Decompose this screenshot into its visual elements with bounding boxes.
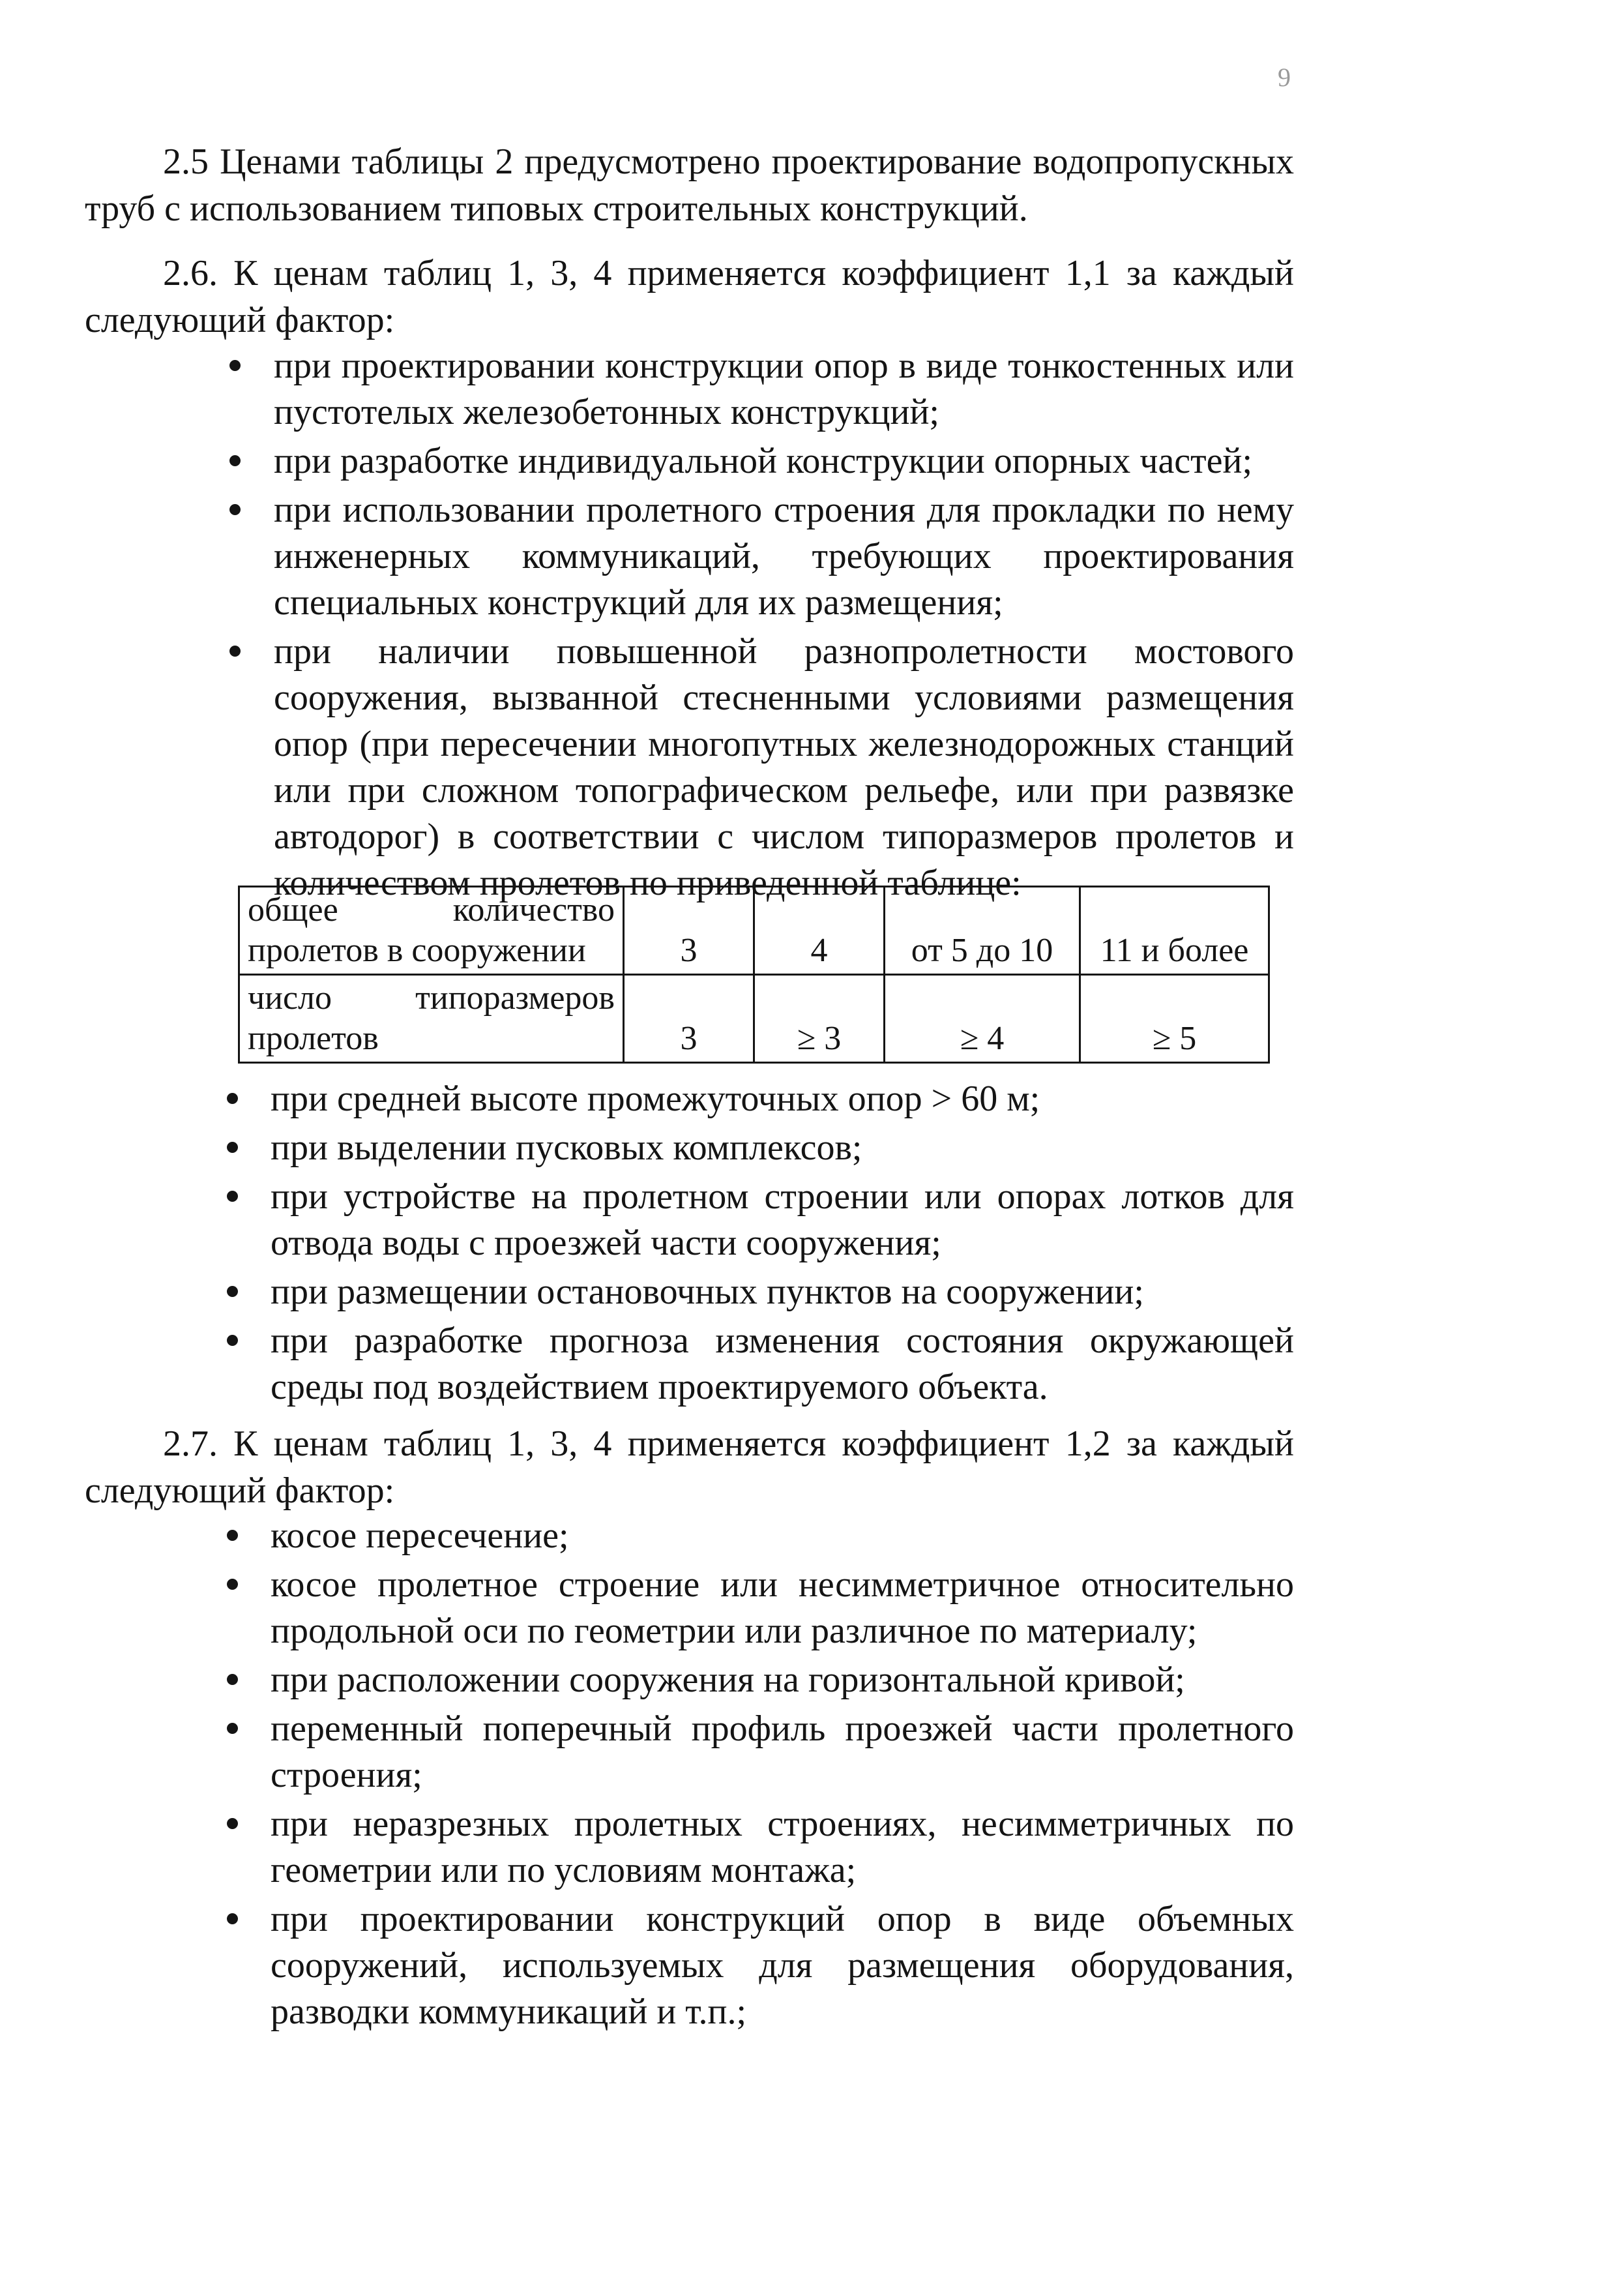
table-cell: число типоразмеров пролетов [239, 975, 624, 1063]
table-cell: 3 [624, 975, 754, 1063]
list-item-text: при проектировании конструкций опор в виде объемных сооружений, используемых для размещения оборудования, разводки коммуникаций и т.п.; [271, 1899, 1294, 2032]
bullet-icon [227, 1191, 238, 1202]
paragraph-2-7: 2.7. К ценам таблиц 1, 3, 4 применяется коэффициент 1,2 за каждый следующий фактор: [85, 1424, 1294, 1511]
list-item-text: косое пролетное строение или несимметричное относительно продольной оси по геометрии или различное по материалу; [271, 1564, 1294, 1651]
list-item [0, 1125, 1294, 1171]
list-item-text: косое пересечение; [271, 1515, 569, 1556]
list-item-text: при наличии повышенной разнопролетности мостового сооружения, вызванной стесненными условиями размещения опор (при пересечении многопутных железнодорожных станций или при сложном топографическом рельефе, или при развязке автодорог) в соответствии с числом типоразмеров пролетов и количеством пролетов по приведенной таблице: [274, 631, 1294, 903]
list-item [0, 1706, 1294, 1798]
table-cell: 4 [754, 887, 885, 975]
paragraph-2-5: 2.5 Ценами таблицы 2 предусмотрено проектирование водопропускных труб с использованием типовых строительных конструкций. [85, 142, 1294, 229]
list-item-text: при средней высоте промежуточных опор > 60 м; [271, 1079, 1040, 1119]
table-cell: ≥ 3 [754, 975, 885, 1063]
list-item [0, 1174, 1294, 1266]
table-cell: ≥ 4 [885, 975, 1080, 1063]
list-2-7 [0, 1513, 1603, 2038]
list-item [0, 1318, 1294, 1410]
bullet-icon [229, 646, 241, 657]
bullet-icon [227, 1913, 238, 1924]
spans-table [238, 886, 1270, 1064]
bullet-icon [227, 1579, 238, 1590]
table-cell: общее количество пролетов в сооружении [239, 887, 624, 975]
list-2-6-first [0, 343, 1603, 909]
list-item [0, 1801, 1294, 1894]
bullet-icon [227, 1093, 238, 1104]
list-item [0, 487, 1294, 626]
list-item-text: при проектировании конструкции опор в виде тонкостенных или пустотелых железобетонных конструкций; [274, 346, 1294, 432]
list-item [0, 1657, 1294, 1703]
list-item-text: переменный поперечный профиль проезжей части пролетного строения; [271, 1708, 1294, 1795]
list-item [0, 343, 1294, 436]
list-item-text: при разработке прогноза изменения состояния окружающей среды под воздействием проектируемого объекта. [271, 1320, 1294, 1407]
list-item-text: при размещении остановочных пунктов на сооружении; [271, 1272, 1144, 1312]
bullet-icon [227, 1286, 238, 1297]
bullet-icon [229, 504, 241, 515]
paragraph-2-6: 2.6. К ценам таблиц 1, 3, 4 применяется коэффициент 1,1 за каждый следующий фактор: [85, 253, 1294, 340]
bullet-icon [229, 455, 241, 466]
list-item [0, 1562, 1294, 1654]
bullet-icon [227, 1530, 238, 1541]
list-item-text: при неразрезных пролетных строениях, несимметричных по геометрии или по условиям монтажа; [271, 1804, 1294, 1890]
bullet-icon [229, 360, 241, 371]
table-cell: от 5 до 10 [885, 887, 1080, 975]
table-row [239, 887, 1269, 975]
list-item [0, 1269, 1294, 1315]
page-number: 9 [1278, 63, 1291, 92]
list-item-text: при устройстве на пролетном строении или опорах лотков для отвода воды с проезжей части сооружения; [271, 1176, 1294, 1263]
list-item-text: при расположении сооружения на горизонтальной кривой; [271, 1660, 1185, 1700]
bullet-icon [227, 1723, 238, 1734]
table-cell: 11 и более [1080, 887, 1269, 975]
list-item [0, 1513, 1294, 1559]
table-row [239, 975, 1269, 1063]
bullet-icon [227, 1818, 238, 1829]
list-2-6-second [0, 1076, 1603, 1413]
list-item [0, 438, 1294, 485]
bullet-icon [227, 1142, 238, 1153]
list-item [0, 629, 1294, 906]
table-cell: 3 [624, 887, 754, 975]
list-item [0, 1076, 1294, 1122]
list-item-text: при выделении пусковых комплексов; [271, 1127, 862, 1168]
bullet-icon [227, 1335, 238, 1346]
list-item [0, 1896, 1294, 2035]
list-item-text: при использовании пролетного строения для прокладки по нему инженерных коммуникаций, требующих проектирования специальных конструкций для их размещения; [274, 490, 1294, 623]
table-cell: ≥ 5 [1080, 975, 1269, 1063]
bullet-icon [227, 1674, 238, 1685]
list-item-text: при разработке индивидуальной конструкции опорных частей; [274, 441, 1253, 481]
